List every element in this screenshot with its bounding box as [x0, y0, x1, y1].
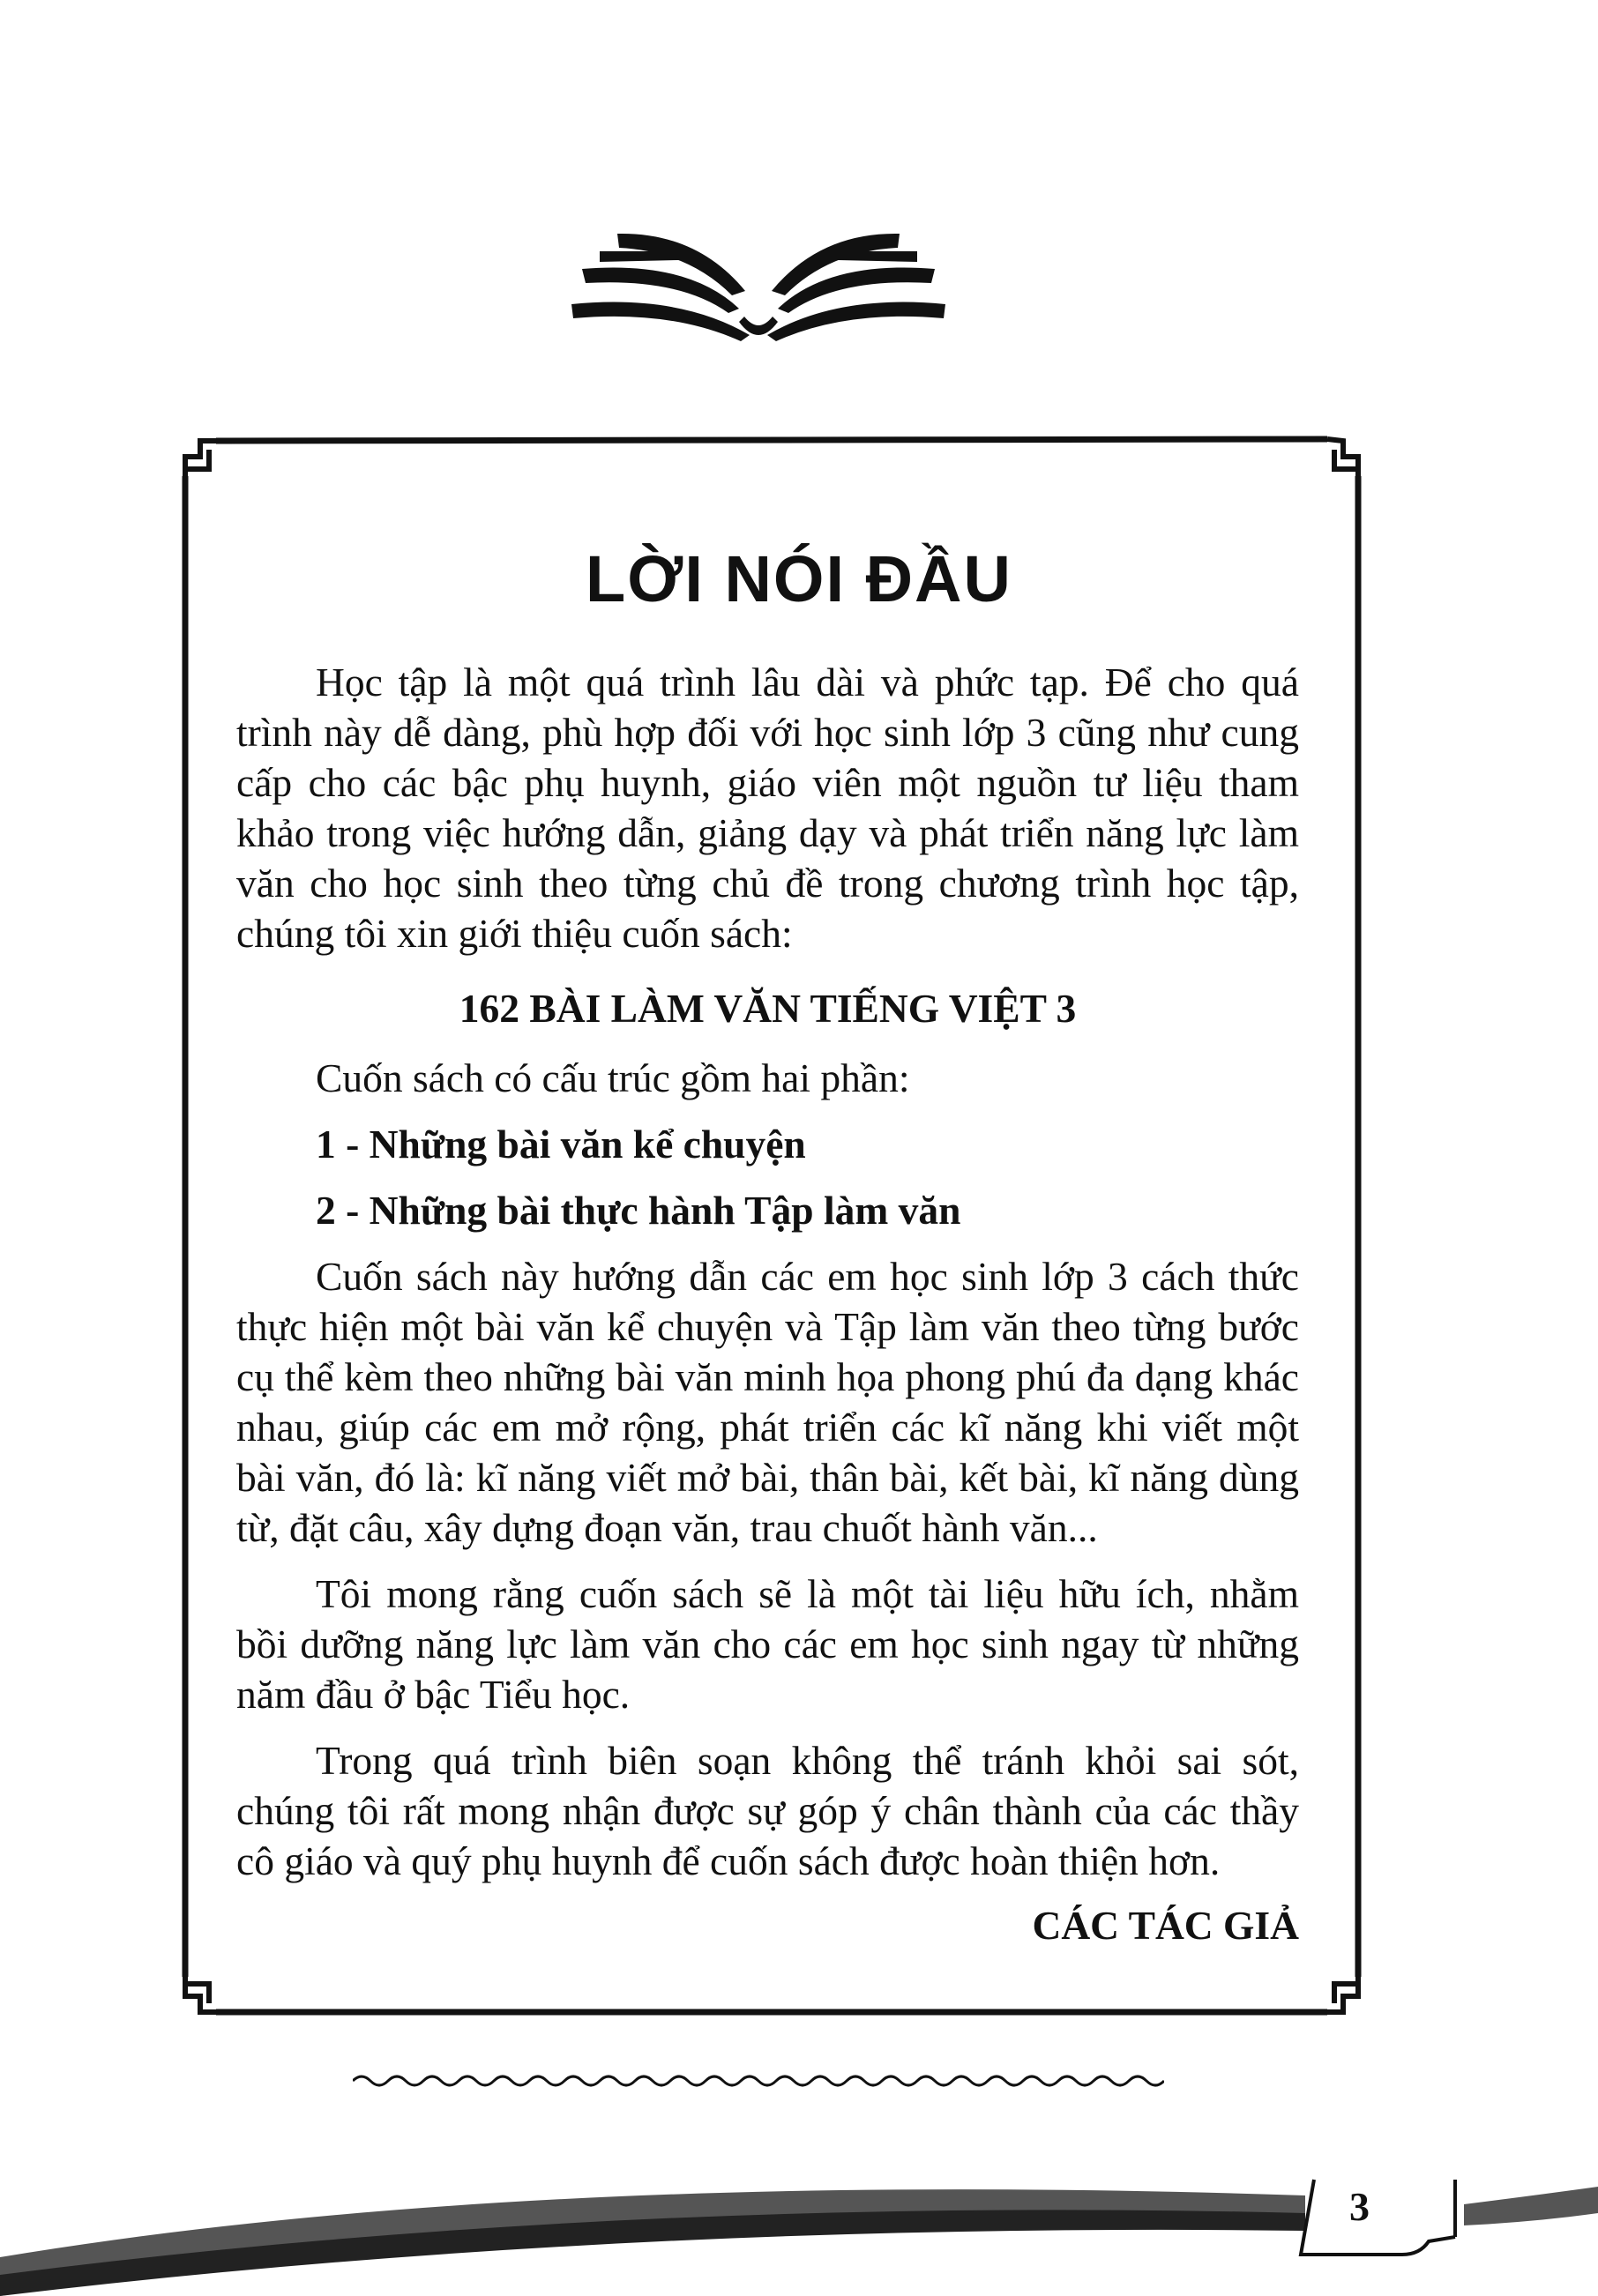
page-number: 3	[1349, 2184, 1370, 2229]
hope-paragraph: Tôi mong rằng cuốn sách sẽ là một tài liệu hữu ích, nhằm bồi dưỡng năng lực làm văn cho các em học sinh ngay từ những năm đầu ở bậc Tiểu học.	[236, 1571, 1299, 1717]
thanks-paragraph: Trong quá trình biên soạn không thể tránh khỏi sai sót, chúng tôi rất mong nhận được sự góp ý chân thành của các thầy cô giáo và quý phụ huynh để cuốn sách được hoàn thiện hơn.	[236, 1738, 1299, 1883]
page-title: LỜI NÓI ĐẦU	[586, 542, 1012, 615]
structure-paragraph: Cuốn sách có cấu trúc gồm hai phần:	[316, 1055, 910, 1100]
part-two: 2 - Những bài thực hành Tập làm văn	[316, 1188, 961, 1233]
preface-body	[236, 657, 1299, 1950]
page-number-bracket	[1296, 2171, 1464, 2268]
wavy-line	[353, 2070, 1164, 2091]
book-title: 162 BÀI LÀM VĂN TIẾNG VIỆT 3	[459, 986, 1077, 1031]
guide-paragraph: Cuốn sách này hướng dẫn các em học sinh lớp 3 cách thức thực hiện một bài văn kể chuyện và Tập làm văn theo từng bước cụ thể kèm theo những bài văn minh họa phong phú đa dạng khác nhau, giúp các em mở rộng, phát triển các kĩ năng khi viết một bài văn, đó là: kĩ năng viết mở bài, thân bài, kết bài, kĩ năng dùng từ, đặt câu, xây dựng đoạn văn, trau chuốt hành văn...	[236, 1254, 1299, 1550]
open-book-icon	[564, 225, 952, 348]
part-one: 1 - Những bài văn kể chuyện	[316, 1122, 806, 1167]
authors-signature: CÁC TÁC GIẢ	[1032, 1903, 1299, 1948]
intro-paragraph: Học tập là một quá trình lâu dài và phức tạp. Để cho quá trình này dễ dàng, phù hợp đối với học sinh lớp 3 cũng như cung cấp cho các bậc phụ huynh, giáo viên một nguồn tư liệu tham khảo trong việc hướng dẫn, giảng dạy và phát triển năng lực làm văn cho học sinh theo từng chủ đề trong chương trình học tập, chúng tôi xin giới thiệu cuốn sách:	[236, 660, 1299, 956]
